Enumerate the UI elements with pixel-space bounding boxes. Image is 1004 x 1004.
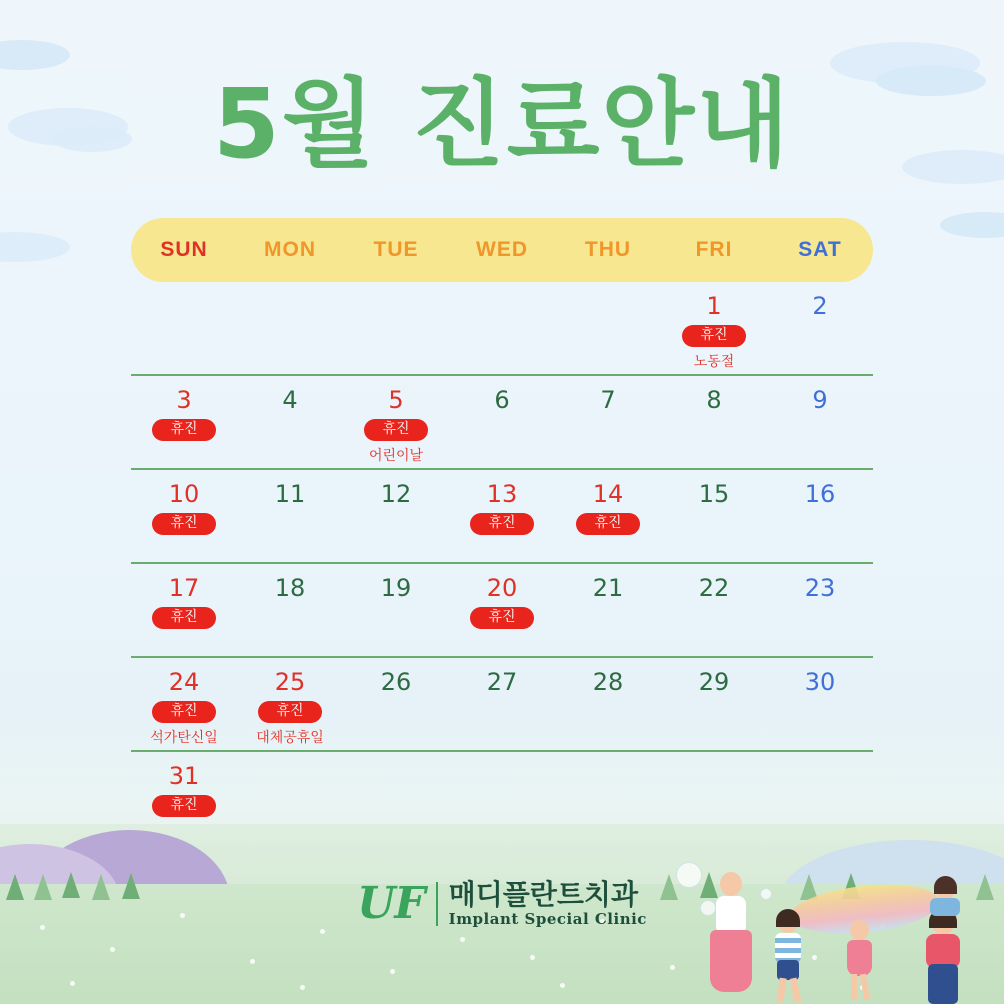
- logo-name-en: Implant Special Clinic: [448, 909, 647, 928]
- day-number: 28: [592, 668, 624, 696]
- day-number: 12: [380, 480, 412, 508]
- closed-badge: 휴진: [152, 607, 215, 629]
- day-number: 5: [388, 386, 404, 414]
- day-number: 8: [706, 386, 722, 414]
- calendar-cell-23: [767, 564, 873, 656]
- calendar-cell-22: [661, 564, 767, 656]
- flower-dot: [390, 969, 395, 974]
- calendar-cell: [343, 282, 449, 374]
- closed-badge: 휴진: [152, 419, 215, 441]
- person-dress: [847, 940, 872, 976]
- flower-dot: [300, 985, 305, 990]
- holiday-note: 석가탄신일: [150, 730, 218, 746]
- weekday-fri: FRI: [695, 238, 733, 261]
- day-number: 17: [168, 574, 200, 602]
- closed-badge: 휴진: [470, 513, 533, 535]
- weekday-wed: WED: [476, 238, 528, 261]
- person-girl: [840, 920, 878, 1004]
- calendar-cell-12: [343, 470, 449, 562]
- clinic-logo: [0, 878, 1004, 929]
- calendar-cell: [237, 752, 343, 824]
- logo-name-kr: 매디플란트치과: [448, 877, 639, 911]
- day-number: 24: [168, 668, 200, 696]
- day-number: 1: [706, 292, 722, 320]
- day-number: 16: [804, 480, 836, 508]
- calendar-week: [131, 658, 873, 752]
- calendar-cell-16: [767, 470, 873, 562]
- calendar-cell-15: [661, 470, 767, 562]
- calendar-cell-10: [131, 470, 237, 562]
- day-number: 25: [274, 668, 306, 696]
- calendar-cell-21: [555, 564, 661, 656]
- day-number: 2: [812, 292, 828, 320]
- calendar-cell: [449, 282, 555, 374]
- calendar-cell: [555, 282, 661, 374]
- calendar-cell: [555, 752, 661, 824]
- calendar-cell-13: [449, 470, 555, 562]
- weekday-sun: SUN: [160, 238, 208, 261]
- calendar-cell-6: [449, 376, 555, 468]
- calendar-cell-17: [131, 564, 237, 656]
- calendar-cell-18: [237, 564, 343, 656]
- day-number: 15: [698, 480, 730, 508]
- day-number: 18: [274, 574, 306, 602]
- calendar-week: [131, 470, 873, 564]
- flower-dot: [460, 937, 465, 942]
- person-leg: [860, 974, 870, 1001]
- calendar-cell-24: [131, 658, 237, 750]
- calendar-week: [131, 564, 873, 658]
- person-top: [926, 934, 960, 968]
- logo-divider: [436, 882, 438, 926]
- day-number: 23: [804, 574, 836, 602]
- logo-mark: UF: [357, 878, 425, 929]
- calendar-cell: [343, 752, 449, 824]
- day-number: 14: [592, 480, 624, 508]
- flower-dot: [70, 981, 75, 986]
- closed-badge: 휴진: [364, 419, 427, 441]
- calendar-cell: [661, 752, 767, 824]
- day-number: 27: [486, 668, 518, 696]
- calendar-cell-25: [237, 658, 343, 750]
- calendar-cell-5: [343, 376, 449, 468]
- calendar-cell-11: [237, 470, 343, 562]
- person-leg: [851, 974, 857, 1000]
- page-title: 5월 진료안내: [213, 68, 791, 180]
- calendar-cell-9: [767, 376, 873, 468]
- calendar-cell-31: [131, 752, 237, 824]
- calendar-cell: [237, 282, 343, 374]
- holiday-note: 노동절: [693, 354, 735, 370]
- day-number: 19: [380, 574, 412, 602]
- day-number: 31: [168, 762, 200, 790]
- weekday-sat: SAT: [798, 238, 842, 261]
- calendar-cell-27: [449, 658, 555, 750]
- day-number: 9: [812, 386, 828, 414]
- flower-dot: [530, 955, 535, 960]
- weekday-header: [131, 218, 873, 282]
- holiday-note: 대체공휴일: [256, 730, 324, 746]
- day-number: 21: [592, 574, 624, 602]
- holiday-note: 어린이날: [368, 448, 424, 464]
- flower-dot: [110, 947, 115, 952]
- flower-dot: [670, 965, 675, 970]
- cloud-decoration: [940, 212, 1004, 238]
- calendar-cell-14: [555, 470, 661, 562]
- calendar-cell-2: [767, 282, 873, 374]
- calendar-cell-3: [131, 376, 237, 468]
- calendar-cell-19: [343, 564, 449, 656]
- day-number: 6: [494, 386, 510, 414]
- closed-badge: 휴진: [152, 513, 215, 535]
- day-number: 30: [804, 668, 836, 696]
- closed-badge: 휴진: [470, 607, 533, 629]
- day-number: 10: [168, 480, 200, 508]
- day-number: 20: [486, 574, 518, 602]
- calendar-cell-20: [449, 564, 555, 656]
- calendar-cell: [767, 752, 873, 824]
- calendar-week: [131, 282, 873, 376]
- closed-badge: 휴진: [152, 701, 215, 723]
- calendar-cell-8: [661, 376, 767, 468]
- person-skirt: [710, 930, 752, 992]
- flower-dot: [320, 929, 325, 934]
- day-number: 3: [176, 386, 192, 414]
- weekday-thu: THU: [584, 238, 632, 261]
- day-number: 26: [380, 668, 412, 696]
- flower-dot: [250, 959, 255, 964]
- person-leg: [790, 978, 802, 1003]
- calendar-cell-1: [661, 282, 767, 374]
- day-number: 13: [486, 480, 518, 508]
- flower-dot: [560, 983, 565, 988]
- person-top: [775, 933, 801, 963]
- calendar-week: [131, 752, 873, 826]
- calendar: [131, 218, 873, 826]
- day-number: 7: [600, 386, 616, 414]
- closed-badge: 휴진: [682, 325, 745, 347]
- calendar-cell-30: [767, 658, 873, 750]
- person-leg: [776, 978, 786, 1003]
- calendar-cell: [449, 752, 555, 824]
- weekday-tue: TUE: [373, 238, 419, 261]
- closed-badge: 휴진: [152, 795, 215, 817]
- day-number: 4: [282, 386, 298, 414]
- logo-text: [448, 877, 647, 928]
- flower-dot: [812, 955, 817, 960]
- cloud-decoration: [0, 232, 70, 262]
- calendar-cell: [131, 282, 237, 374]
- weekday-mon: MON: [264, 238, 316, 261]
- closed-badge: 휴진: [576, 513, 639, 535]
- calendar-week: [131, 376, 873, 470]
- day-number: 29: [698, 668, 730, 696]
- calendar-cell-7: [555, 376, 661, 468]
- person-pants: [928, 964, 958, 1004]
- calendar-cell-29: [661, 658, 767, 750]
- calendar-cell-4: [237, 376, 343, 468]
- closed-badge: 휴진: [258, 701, 321, 723]
- calendar-cell-26: [343, 658, 449, 750]
- day-number: 22: [698, 574, 730, 602]
- calendar-cell-28: [555, 658, 661, 750]
- day-number: 11: [274, 480, 306, 508]
